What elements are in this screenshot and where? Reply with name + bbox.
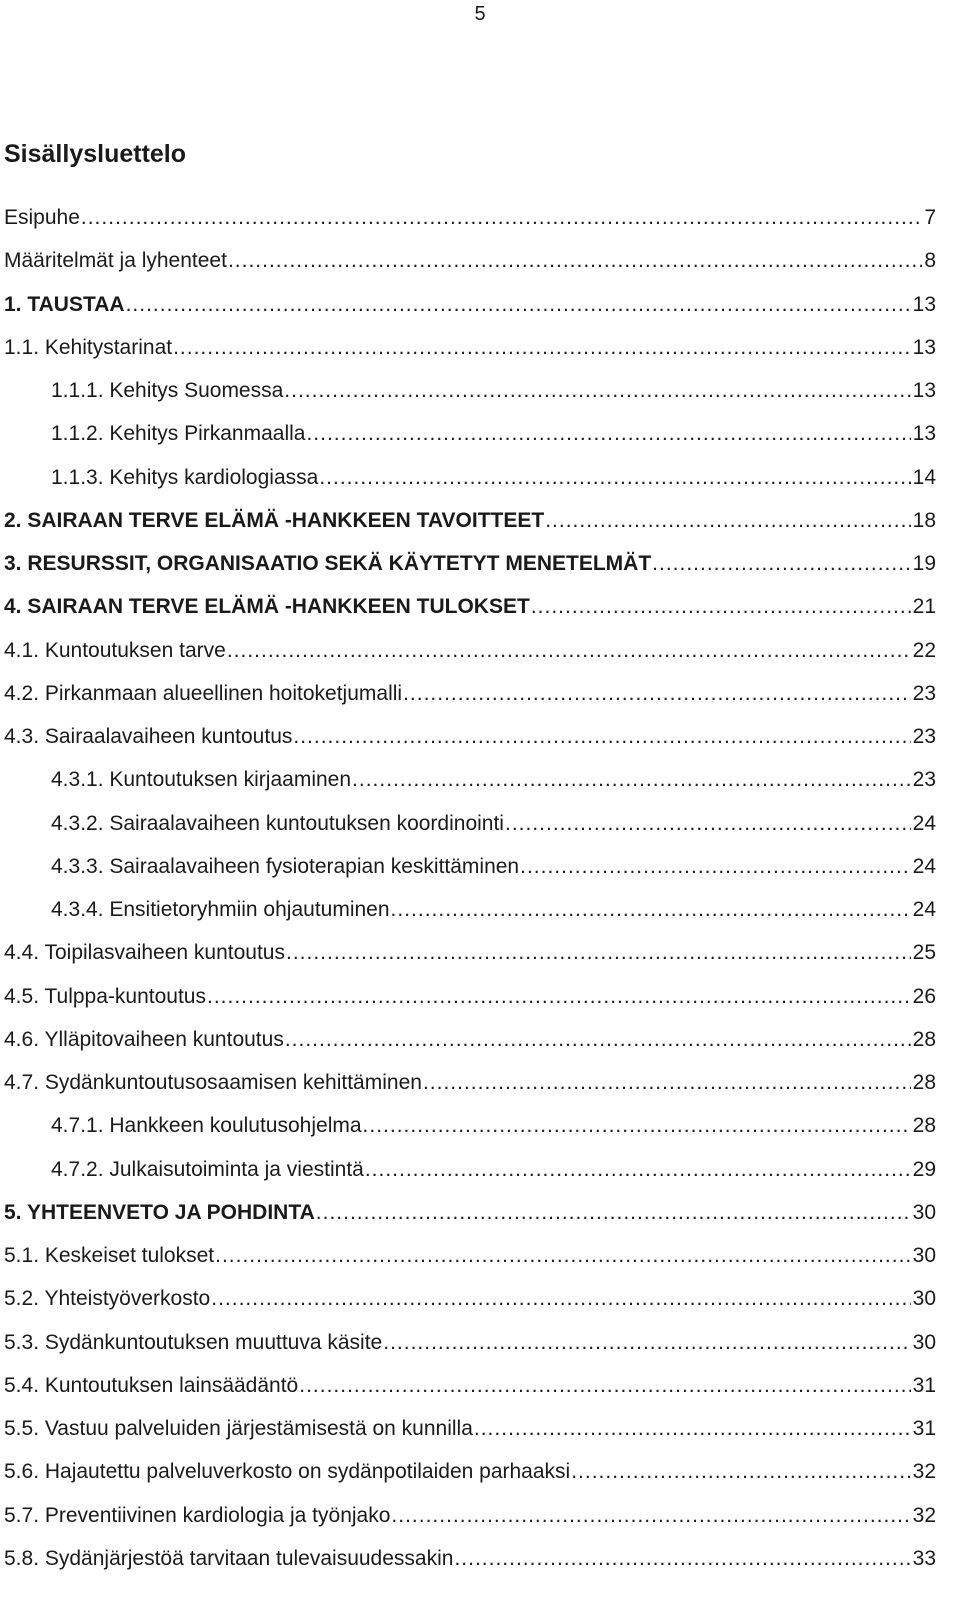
toc-entry-page: 7 [924, 206, 936, 229]
toc-entry-page: 28 [912, 1071, 936, 1094]
toc-dot-leader [126, 291, 911, 319]
toc-entry[interactable] [4, 377, 936, 420]
toc-dot-leader [306, 420, 910, 448]
toc-entry-page: 13 [912, 335, 936, 359]
toc-entry-label: 4.7.2. Julkaisutoiminta ja viestintä [51, 1157, 364, 1181]
toc-entry-label: 4.7. Sydänkuntoutusosaamisen kehittäminen [4, 1071, 422, 1094]
toc-entry-page: 29 [912, 1157, 936, 1181]
toc-entry-page: 24 [912, 811, 936, 835]
toc-entry-page: 19 [912, 552, 936, 575]
toc-dot-leader [173, 334, 911, 362]
toc-entry[interactable] [4, 1026, 936, 1069]
toc-entry-page: 13 [912, 292, 936, 316]
toc-entry-page: 18 [912, 508, 936, 532]
toc-entry[interactable] [4, 1156, 936, 1199]
toc-entry[interactable] [4, 507, 936, 550]
toc-dot-leader [531, 593, 911, 621]
toc-dot-leader [316, 1199, 911, 1227]
toc-entry[interactable] [4, 334, 936, 377]
toc-entry-page: 32 [912, 1460, 936, 1484]
toc-entry-page: 30 [912, 1244, 936, 1267]
toc-entry[interactable] [4, 1199, 936, 1242]
toc-entry-page: 30 [912, 1287, 936, 1311]
toc-entry-label: 4.3.1. Kuntoutuksen kirjaaminen [51, 768, 352, 792]
toc-entry-page: 8 [924, 249, 936, 273]
toc-entry-page: 13 [912, 422, 936, 446]
toc-dot-leader [363, 1112, 911, 1140]
toc-dot-leader [286, 939, 911, 967]
toc-dot-leader [211, 1285, 910, 1313]
toc-dot-leader [520, 853, 911, 881]
toc-entry-label: 5.1. Keskeiset tulokset [4, 1244, 215, 1267]
toc-entry-page: 31 [912, 1417, 936, 1440]
toc-entry[interactable] [4, 420, 936, 463]
page-number: 5 [474, 3, 486, 25]
toc-entry-page: 14 [912, 465, 936, 489]
toc-entry[interactable] [4, 1112, 936, 1155]
toc-dot-leader [227, 637, 911, 665]
toc-dot-leader [319, 464, 910, 492]
toc-entry[interactable] [4, 1329, 936, 1372]
toc-entry[interactable] [4, 939, 936, 982]
toc-entry[interactable] [4, 1502, 936, 1545]
toc-dot-leader [285, 1026, 911, 1054]
toc-entry-label: 4.1. Kuntoutuksen tarve [4, 638, 226, 662]
toc-entry-label: 4.3.4. Ensitietoryhmiin ohjautuminen [51, 898, 390, 921]
toc-entry-label: 4.2. Pirkanmaan alueellinen hoitoketjumalli [4, 681, 403, 705]
toc-entry-page: 25 [912, 941, 936, 965]
toc-entry-page: 28 [912, 1027, 936, 1051]
toc-entry-page: 32 [912, 1503, 936, 1527]
toc-entry-page: 24 [912, 854, 936, 878]
toc-entry[interactable] [4, 766, 936, 809]
toc-title: Sisällysluettelo [4, 140, 187, 168]
toc-entry-label: 2. SAIRAAN TERVE ELÄMÄ -HANKKEEN TAVOITTEET [4, 508, 545, 532]
toc-dot-leader [423, 1069, 911, 1097]
toc-entry-label: 1. TAUSTAA [4, 292, 125, 316]
toc-dot-leader [352, 766, 911, 794]
toc-entry-label: 5.3. Sydänkuntoutuksen muuttuva käsite [4, 1330, 383, 1354]
toc-entry[interactable] [4, 1458, 936, 1501]
toc-entry[interactable] [4, 896, 936, 939]
toc-entry-label: 5.6. Hajautettu palveluverkosto on sydänpotilaiden parhaaksi [4, 1460, 571, 1484]
toc-entry[interactable] [4, 1285, 936, 1328]
toc-entry[interactable] [4, 1372, 936, 1415]
toc-dot-leader [215, 1242, 911, 1270]
toc-entry-label: 5.5. Vastuu palveluiden järjestämisestä on kunnilla [4, 1417, 473, 1440]
toc-entry-page: 22 [912, 638, 936, 662]
toc-entry-page: 21 [912, 595, 936, 619]
toc-entry-label: 4.3.3. Sairaalavaiheen fysioterapian keskittäminen [51, 854, 520, 878]
toc-entry-page: 23 [912, 768, 936, 792]
toc-entry-page: 24 [912, 898, 936, 921]
toc-entry-page: 30 [912, 1200, 936, 1224]
toc-entry-label: 1.1.2. Kehitys Pirkanmaalla [51, 422, 306, 446]
toc-entry-label: 4.3.2. Sairaalavaiheen kuntoutuksen koordinointi [51, 811, 504, 835]
toc-entry-label: 4. SAIRAAN TERVE ELÄMÄ -HANKKEEN TULOKSET [4, 595, 530, 619]
toc-entry-page: 23 [912, 725, 936, 748]
toc-dot-leader [365, 1156, 911, 1184]
toc-entry[interactable] [4, 680, 936, 723]
toc-dot-leader [454, 1545, 910, 1573]
table-of-contents [4, 204, 936, 1588]
toc-entry[interactable] [4, 593, 936, 636]
toc-entry-label: 4.6. Ylläpitovaiheen kuntoutus [4, 1027, 284, 1051]
toc-entry-label: 5.4. Kuntoutuksen lainsäädäntö [4, 1373, 299, 1397]
toc-entry-label: 5.7. Preventiivinen kardiologia ja työnjako [4, 1503, 391, 1527]
toc-entry[interactable] [4, 550, 936, 593]
toc-entry[interactable] [4, 853, 936, 896]
toc-entry-label: 5.2. Yhteistyöverkosto [4, 1287, 211, 1311]
toc-dot-leader [391, 1502, 910, 1530]
toc-entry[interactable] [4, 1069, 936, 1112]
toc-entry-label: 4.4. Toipilasvaiheen kuntoutus [4, 941, 285, 965]
toc-entry[interactable] [4, 810, 936, 853]
toc-dot-leader [299, 1372, 910, 1400]
toc-entry[interactable] [4, 247, 936, 290]
toc-entry-page: 30 [912, 1330, 936, 1354]
toc-dot-leader [293, 723, 910, 751]
toc-entry[interactable] [4, 723, 936, 766]
toc-entry-page: 23 [912, 681, 936, 705]
toc-entry[interactable] [4, 1545, 936, 1588]
toc-entry-label: 1.1.1. Kehitys Suomessa [51, 379, 284, 402]
toc-entry[interactable] [4, 983, 936, 1026]
toc-entry-label: Määritelmät ja lyhenteet [4, 249, 227, 273]
toc-entry-label: 1.1.3. Kehitys kardiologiassa [51, 465, 319, 489]
toc-entry[interactable] [4, 464, 936, 507]
toc-dot-leader [571, 1458, 910, 1486]
toc-entry[interactable] [4, 1415, 936, 1458]
toc-entry[interactable] [4, 1242, 936, 1285]
toc-entry-page: 31 [912, 1373, 936, 1397]
toc-entry[interactable] [4, 291, 936, 334]
toc-dot-leader [383, 1329, 910, 1357]
toc-entry-page: 28 [912, 1114, 936, 1138]
toc-dot-leader [652, 550, 910, 578]
toc-entry[interactable] [4, 637, 936, 680]
toc-dot-leader [81, 204, 922, 232]
toc-dot-leader [228, 247, 922, 275]
toc-entry-label: 4.3. Sairaalavaiheen kuntoutus [4, 725, 293, 748]
toc-dot-leader [207, 983, 911, 1011]
toc-dot-leader [545, 507, 910, 535]
toc-dot-leader [474, 1415, 911, 1443]
toc-dot-leader [284, 377, 910, 405]
toc-entry-label: 4.5. Tulppa-kuntoutus [4, 984, 206, 1008]
toc-entry[interactable] [4, 204, 936, 247]
toc-entry-label: Esipuhe [4, 206, 80, 229]
toc-dot-leader [505, 810, 911, 838]
toc-dot-leader [391, 896, 911, 924]
toc-entry-page: 26 [912, 984, 936, 1008]
toc-entry-page: 33 [912, 1546, 936, 1570]
toc-entry-label: 4.7.1. Hankkeen koulutusohjelma [51, 1114, 362, 1138]
toc-entry-label: 1.1. Kehitystarinat [4, 335, 173, 359]
toc-dot-leader [403, 680, 911, 708]
toc-entry-label: 5.8. Sydänjärjestöä tarvitaan tulevaisuudessakin [4, 1546, 454, 1570]
toc-entry-label: 5. YHTEENVETO JA POHDINTA [4, 1200, 315, 1224]
toc-entry-label: 3. RESURSSIT, ORGANISAATIO SEKÄ KÄYTETYT MENETELMÄT [4, 552, 652, 575]
toc-entry-page: 13 [912, 379, 936, 402]
